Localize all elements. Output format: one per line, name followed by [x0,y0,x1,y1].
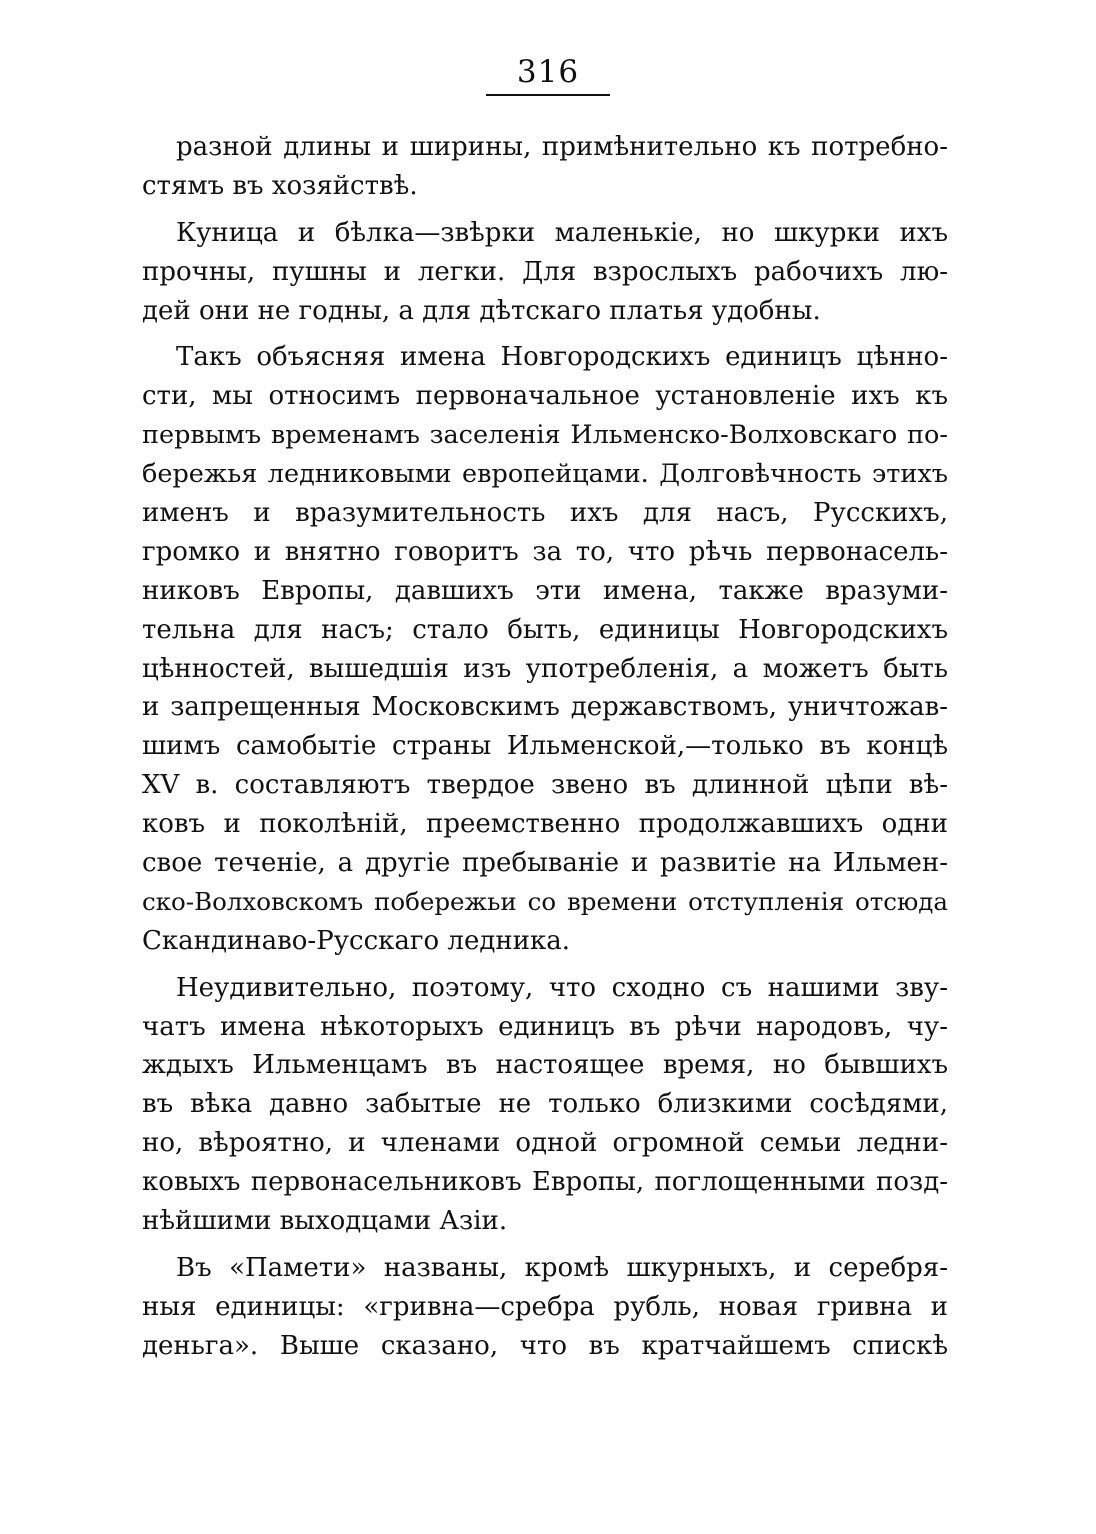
text-line: дей они не годны, а для дѣтскаго платья удобны. [142,295,821,326]
text-line: деньга». Выше сказано, что въ кратчайшемъ спискѣ [142,1330,948,1361]
paragraph [142,338,948,960]
text-line: разной длины и ширины, примѣнительно къ потребно- [176,132,948,162]
text-line: первымъ временамъ заселенія Ильменско-Волховскаго по- [142,420,948,451]
text-line: прочны, пушны и легки. Для взрослыхъ рабочихъ лю- [142,256,948,287]
text-line: чатъ имена нѣкоторыхъ единицъ въ рѣчи народовъ, чу- [142,1011,948,1042]
body-text [142,128,948,1374]
text-line: ковъ и поколѣній, преемственно продолжавшихъ одни [142,809,948,840]
text-line: именъ и вразумительность ихъ для насъ, Русскихъ, [142,498,948,529]
text-line: въ вѣка давно забытые не только близкими сосѣдями, [142,1089,948,1120]
paragraph [142,128,948,206]
page-number: 316 [516,54,580,90]
text-line: Скандинаво-Русскаго ледника. [142,925,571,956]
text-line: сти, мы относимъ первоначальное установленіе ихъ къ [142,381,948,412]
text-line: XV в. составляютъ твердое звено въ длинной цѣпи вѣ- [142,770,948,801]
text-line: нѣйшими выходцами Азіи. [142,1206,508,1237]
text-line: ковыхъ первонасельниковъ Европы, поглощенными позд- [142,1167,948,1198]
paragraph [142,214,948,331]
paragraph [142,969,948,1241]
text-line: тельна для насъ; стало быть, единицы Новгородскихъ [142,614,948,645]
text-line: шимъ самобытіе страны Ильменской,—только въ концѣ [142,731,948,762]
text-line: ныя единицы: «гривна—сребра рубль, новая гривна и [142,1291,948,1322]
text-line: ско-Волховскомъ побережьи со времени отступленія отсюда [142,886,948,916]
text-line: Такъ объясняя имена Новгородскихъ единицъ цѣнно- [176,342,948,373]
text-line: свое теченіе, а другіе пребываніе и развитіе на Ильмен- [142,848,948,879]
text-line: стямъ въ хозяйствѣ. [142,170,418,201]
text-line: бережья ледниковыми европейцами. Долговѣчность этихъ [142,459,948,490]
page-number-rule [486,94,610,96]
text-line: цѣнностей, вышедшія изъ употребленія, а можетъ быть [142,653,948,684]
text-line: Куница и бѣлка—звѣрки маленькіе, но шкурки ихъ [176,217,948,248]
text-line: никовъ Европы, давшихъ эти имена, также вразуми- [142,575,948,606]
text-line: ждыхъ Ильменцамъ въ настоящее время, но бывшихъ [142,1050,948,1081]
text-line: и запрещенныя Московскимъ державствомъ, уничтожав- [142,692,948,723]
text-line: но, вѣроятно, и членами одной огромной семьи ледни- [142,1128,948,1159]
text-line: громко и внятно говоритъ за то, что рѣчь первонасель- [142,536,948,567]
text-line: Въ «Памети» названы, кромѣ шкурныхъ, и серебря- [176,1252,948,1283]
text-line: Неудивительно, поэтому, что сходно съ нашими зву- [176,972,948,1003]
paragraph [142,1249,948,1366]
